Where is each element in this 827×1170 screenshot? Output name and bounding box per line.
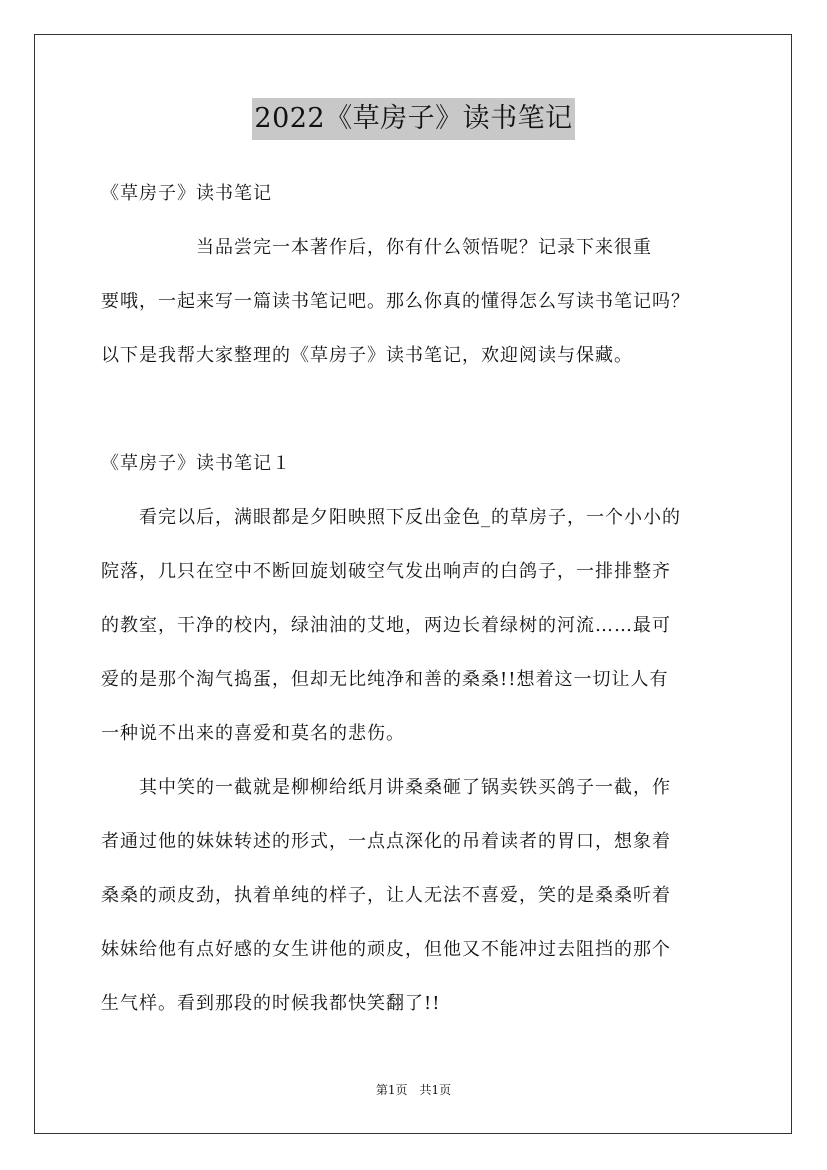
paragraph1-line-1: 看完以后，满眼都是夕阳映照下反出金色_的草房子，一个小小的 (101, 507, 681, 528)
paragraph2-line-3: 桑桑的顽皮劲，执着单纯的样子，让人无法不喜爱，笑的是桑桑听着 (101, 885, 671, 906)
title-container (0, 98, 827, 140)
paragraph1-line-2: 院落，几只在空中不断回旋划破空气发出响声的白鸽子，一排排整齐 (101, 561, 671, 582)
paragraph2-line-1: 其中笑的一截就是柳柳给纸月讲桑桑砸了锅卖铁买鸽子一截，作 (101, 777, 671, 798)
intro-line-3: 以下是我帮大家整理的《草房子》读书笔记，欢迎阅读与保藏。 (101, 345, 633, 366)
intro-line-1: 当品尝完一本著作后，你有什么领悟呢？记录下来很重 (101, 237, 652, 258)
paragraph2-line-4: 妹妹给他有点好感的女生讲他的顽皮，但他又不能冲过去阻挡的那个 (101, 939, 671, 960)
section-heading: 《草房子》读书笔记１ (101, 453, 291, 474)
document-title: 2022《草房子》读书笔记 (252, 98, 574, 140)
paragraph2-line-5: 生气样。看到那段的时候我都快笑翻了!! (101, 993, 441, 1014)
paragraph1-line-4: 爱的是那个淘气捣蛋，但却无比纯净和善的桑桑!!想着这一切让人有 (101, 669, 669, 690)
paragraph1-line-3: 的教室，干净的校内，绿油油的艾地，两边长着绿树的河流……最可 (101, 615, 671, 636)
intro-line-2: 要哦，一起来写一篇读书笔记吧。那么你真的懂得怎么写读书笔记吗？ (101, 291, 690, 312)
document-subtitle: 《草房子》读书笔记 (101, 183, 272, 204)
paragraph2-line-2: 者通过他的妹妹转述的形式，一点点深化的吊着读者的胃口，想象着 (101, 831, 671, 852)
page-footer: 第1页 共1页 (375, 1083, 452, 1097)
paragraph1-line-5: 一种说不出来的喜爱和莫名的悲伤。 (101, 723, 405, 744)
